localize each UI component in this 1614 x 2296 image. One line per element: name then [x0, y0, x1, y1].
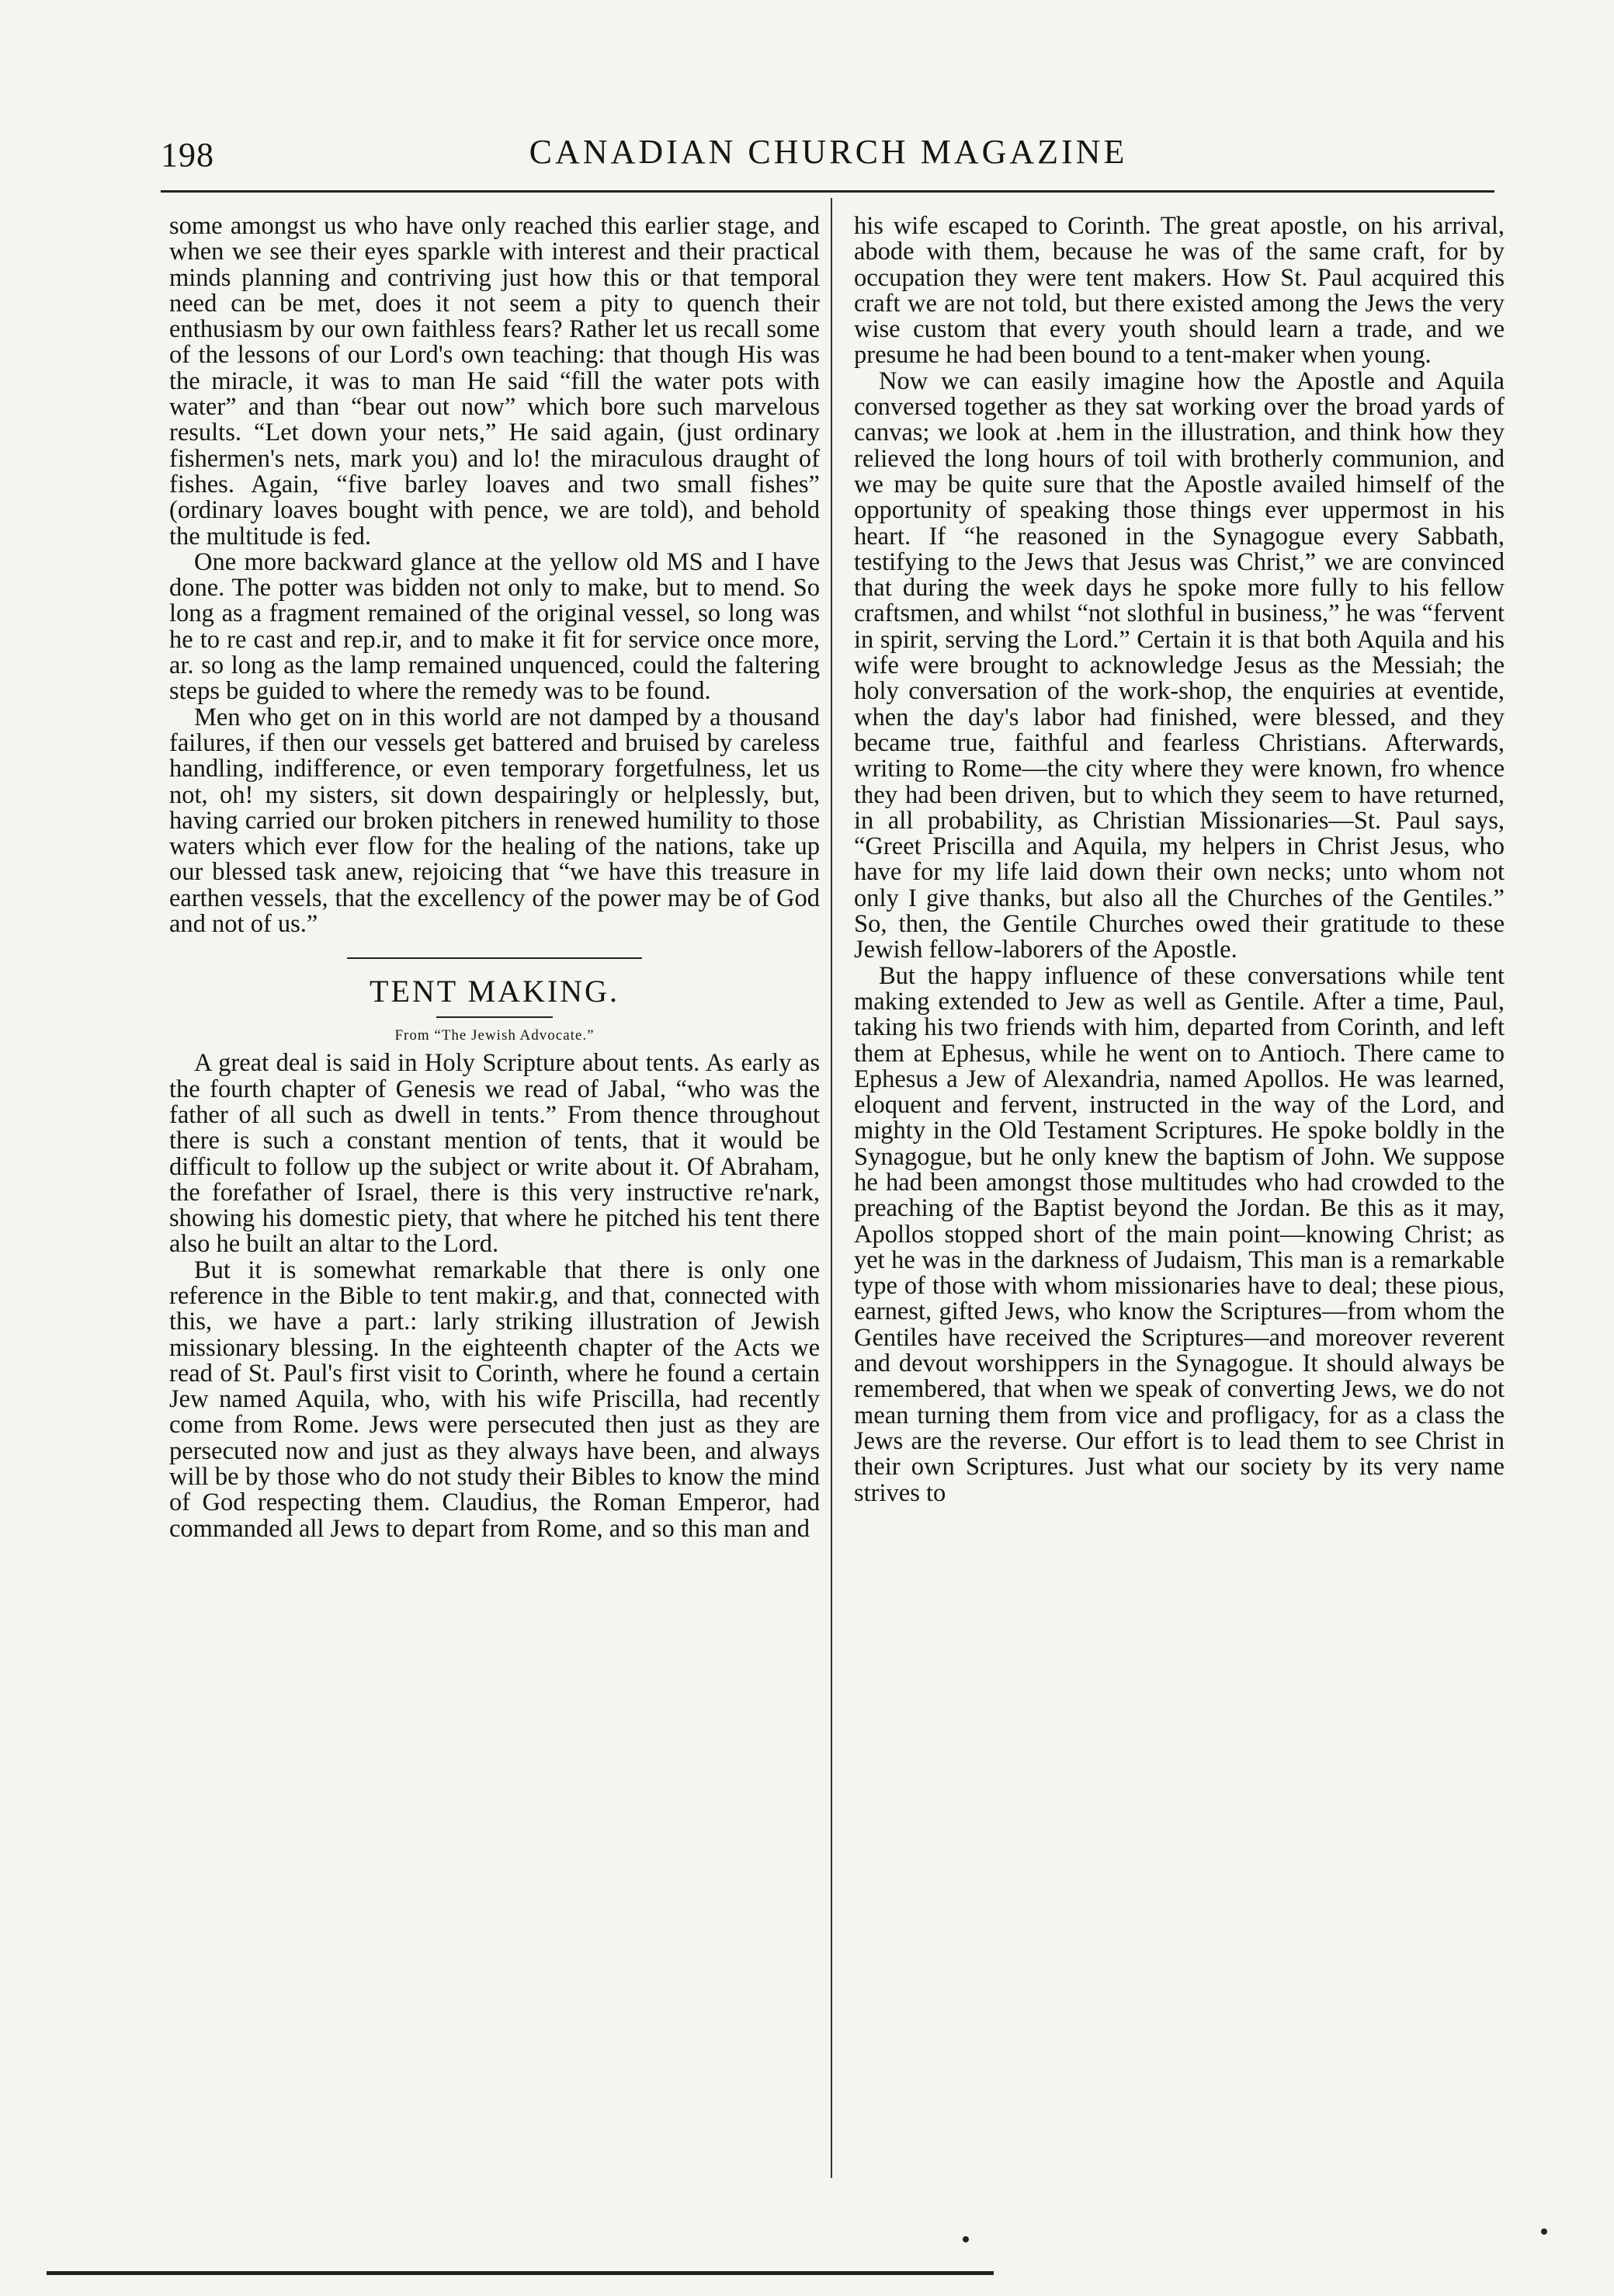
running-title: CANADIAN CHURCH MAGAZINE: [529, 133, 1128, 171]
section-title: TENT MAKING.: [370, 974, 620, 1009]
speck-mark: [963, 2236, 969, 2242]
paragraph: A great deal is said in Holy Scripture about tents. As early as the fourth chapter of Genesis we read of Jabal, “who was the father of all such as dwell in tents.” From thence throughout there is such a constant mention of tents, that it would be difficult to follow up the subject or write about it. Of Abraham, the forefather of Israel, there is this very instructive re'nark, showing his domestic piety, that where he pitched his tent there also he built an altar to the Lord.: [169, 1049, 820, 1259]
paragraph: his wife escaped to Corinth. The great apostle, on his arrival, abode with them, because he was of the same craft, for by occupation they were tent makers. How St. Paul acquired this craft we are not told, but there existed among the Jews the very wise custom that every youth should learn a trade, and we presume he had been bound to a tent-maker when young.: [854, 214, 1505, 370]
left-column: [169, 214, 820, 2186]
paragraph: One more backward glance at the yellow old MS and I have done. The potter was bidden not only to make, but to mend. So long as a fragment remained of the original vessel, so long was he to re cast and rep.ir, and to make it fit for service once more, ar. so long as the lamp remained unquenced, could the faltering steps be guided to where the remedy was to be found.: [169, 547, 820, 706]
paragraph: Men who get on in this world are not damped by a thousand failures, if then our vessels get battered and bruised by careless handling, indifference, or even temporary forgetfulness, let us not, oh! my sisters, sit down despairingly or helplessly, but, having carried our broken pitchers in renewed humility to those waters which ever flow for the healing of the nations, take up our blessed task anew, rejoicing that “we have this treasure in earthen vessels, that the excellency of the power may be of God and not of us.”: [169, 703, 820, 939]
bottom-rule: [47, 2271, 994, 2275]
paragraph: But it is somewhat remarkable that there is only one reference in the Bible to tent makir.g, and that, connected with this, we have a part.: larly striking illustration of Jewish missionary blessing. In the eighteenth chapter of the Acts we read of St. Paul's first visit to Corinth, where he found a certain Jew named Aquila, who, with his wife Priscilla, had recently come from Rome. Jews were persecuted then just as they are persecuted now and just as they always have been, and always will be by those who do not study their Bibles to know the mind of God respecting them. Claudius, the Roman Emperor, had commanded all Jews to depart from Rome, and so this man and: [169, 1256, 820, 1543]
page-header: [161, 132, 1496, 179]
paragraph: But the happy influence of these conversations while tent making extended to Jew as well as Gentile. After a time, Paul, taking his two friends with him, departed from Corinth, and left them at Ephesus, while he went on to Antioch. There came to Ephesus a Jew of Alexandria, named Apollos. He was learned, eloquent and fervent, instructed in the way of the Lord, and mighty in the Old Testament Scriptures. He spoke boldly in the Synagogue, but he only knew the baptism of John. We suppose he had been amongst those multitudes who had crowded to the preaching of the Baptist beyond the Jordan. Be this as it may, Apollos stopped short of the main point—knowing Christ; as yet he was in the darkness of Judaism, This man is a remarkable type of those with whom missionaries have to deal; these pious, earnest, gifted Jews, who know the Scriptures—from whom the Gentiles have received the Scriptures—and moreover reverent and devout worshippers in the Synagogue. It should always be remembered, that when we speak of converting Jews, we do not mean turning them from vice and profligacy, for as a class the Jews are the reverse. Our effort is to lead them to see Christ in their own Scriptures. Just what our society by its very name strives to: [854, 961, 1505, 1507]
source-attribution: From “The Jewish Advocate.”: [394, 1027, 595, 1044]
right-column: [854, 214, 1505, 2186]
title-rule: [436, 1016, 553, 1018]
paragraph: Now we can easily imagine how the Apostle and Aquila conversed together as they sat working over the broad yards of canvas; we look at .hem in the illustration, and think how they relieved the long hours of toil with brotherly communion, and we may be quite sure that the Apostle availed himself of the opportunity of speaking those things ever uppermost in his heart. If “he reasoned in the Synagogue every Sabbath, testifying to the Jews that Jesus was Christ,” we are convinced that during the week days he spoke more fully to his fellow craftsmen, and whilst “not slothful in business,” he was “fervent in spirit, serving the Lord.” Certain it is that both Aquila and his wife were brought to acknowledge Jesus as the Messiah; the holy conversation of the work-shop, the enquiries at eventide, when the day's labor had finished, were blessed, and they became true, faithful and fearless Christians. Afterwards, writing to Rome—the city where they were known, fro whence they had been driven, but to which they seem to have returned, in all probability, as Christian Missionaries—St. Paul says, “Greet Priscilla and Aquila, my helpers in Christ Jesus, who have for my life laid down their own necks; unto whom not only I give thanks, but also all the Churches of the Gentiles.” So, then, the Gentile Churches owed their gratitude to these Jewish fellow-laborers of the Apostle.: [854, 366, 1505, 964]
page-number: 198: [161, 136, 214, 174]
section-divider: [347, 957, 642, 959]
paragraph: some amongst us who have only reached this earlier stage, and when we see their eyes sparkle with interest and their practical minds planning and contriving just how this or that temporal need can be met, does it not seem a pity to quench their enthusiasm by our own faithless fears? Rather let us recall some of the lessons of our Lord's own teaching: that though His was the miracle, it was to man He said “fill the water pots with water” and than “bear out now” which bore such marvelous results. “Let down your nets,” He said again, (just ordinary fishermen's nets, mark you) and lo! the miraculous draught of fishes. Again, “five barley loaves and two small fishes” (ordinary loaves bought with pence, we are told), and behold the multitude is fed.: [169, 214, 820, 551]
column-divider: [831, 198, 832, 2178]
header-rule: [161, 190, 1494, 193]
speck-mark: [1541, 2228, 1547, 2235]
